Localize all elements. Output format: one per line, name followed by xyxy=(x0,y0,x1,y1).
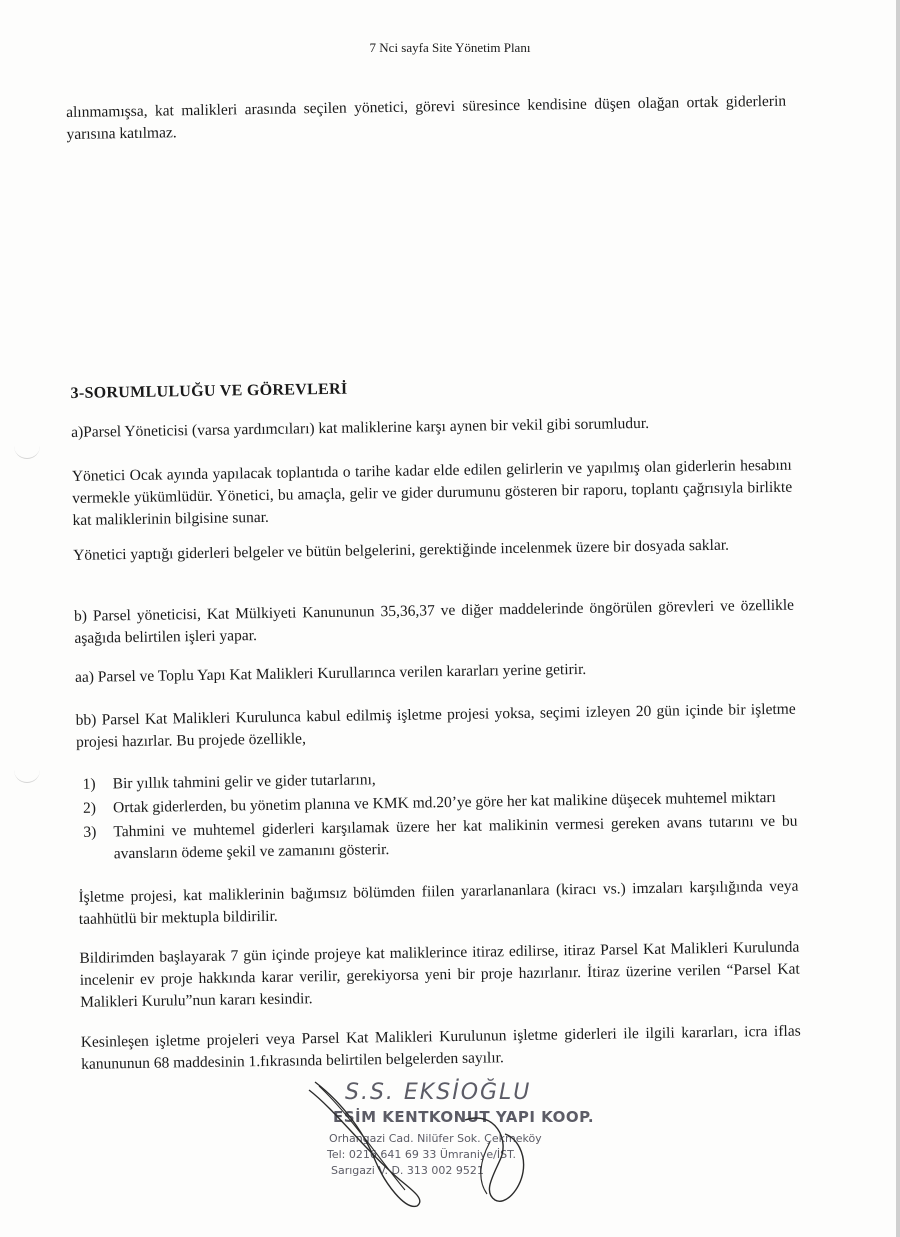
list-item-text: Ortak giderlerden, bu yönetim planına ve KMK md.20’ye göre her kat malikine düşecek muhtemel miktarı xyxy=(112,788,777,817)
punch-hole-mark xyxy=(14,444,40,459)
paragraph-saklar: Yönetici yaptığı giderleri belgeler ve bütün belgelerini, gerektiğinde incelenmek üzere bir dosyada saklar. xyxy=(72,536,730,564)
list-item xyxy=(77,811,798,866)
list-item-text: Tahmini ve muhtemel giderleri karşılamak üzere her kat malikinin vermesi gereken avans tutarını ve bu avansların ödeme şekil ve zamanını gösterir. xyxy=(113,812,798,863)
list-item-number: 1) xyxy=(82,775,96,793)
paragraph-aa: aa) Parsel ve Toplu Yapı Kat Malikleri Kurullarınca verilen kararları yerine getirir. xyxy=(74,660,587,686)
punch-hole-mark xyxy=(14,768,40,783)
stamp-address: Orhangazi Cad. Nilüfer Sok. Çekmeköy xyxy=(329,1132,542,1145)
paragraph-bb: bb) Parsel Kat Malikleri Kurulunca kabul edilmiş işletme projesi yoksa, seçimi izleyen 20 gün içinde bir işletme projesi hazırlar. Bu projede özellikle, xyxy=(75,700,796,751)
company-stamp xyxy=(305,1080,595,1210)
signature xyxy=(305,1080,565,1210)
stamp-cooperative-name: ESİM KENTKONUT YAPI KOOP. xyxy=(333,1108,595,1126)
document-body xyxy=(66,91,801,1073)
paragraph-kesin: Kesinleşen işletme projeleri veya Parsel Kat Malikleri Kurulunun işletme giderleri ile ilgili kararları, icra iflas kanununun 68 maddesinin 1.fıkrasında belirtilen belgelerden sayılır. xyxy=(80,1022,801,1073)
paragraph-isletme: İşletme projesi, kat maliklerinin bağımsız bölümden fiilen yararlananlara (kiracı vs.) imzaları karşılığında veya taahhütlü bir mektupla bildirilir. xyxy=(78,877,799,928)
paragraph-b: b) Parsel yöneticisi, Kat Mülkiyeti Kanununun 35,36,37 ve diğer maddelerinde öngörülen görevleri ve özellikle aşağıda belirtilen işleri yapar. xyxy=(73,596,795,647)
section-heading: 3-SORUMLULUĞU VE GÖREVLERİ xyxy=(70,380,348,402)
stamp-phone: Tel: 0216 641 69 33 Ümraniye/İST. xyxy=(327,1148,517,1161)
paragraph-ocak: Yönetici Ocak ayında yapılacak toplantıda o tarihe kadar elde edilen gelirlerin ve yapılmış olan giderlerin hesabını vermekle yükümlüdür. Yönetici, bu amaçla, gelir ve gider durumunu gösteren bir raporu, toplantı çağrısıyla birlikte kat maliklerinin bilgisine sunar. xyxy=(71,456,793,529)
duties-list xyxy=(77,763,798,868)
page-edge-shadow xyxy=(896,0,900,1237)
intro-paragraph: alınmamışsa, kat malikleri arasında seçilen yönetici, görevi süresince kendisine düşen olağan ortak giderlerin yarısına katılmaz. xyxy=(66,92,787,143)
stamp-tax-info: Sarıgazi V. D. 313 002 9521 xyxy=(331,1164,484,1177)
list-item-text: Bir yıllık tahmini gelir ve gider tutarlarını, xyxy=(112,771,376,793)
list-item-number: 2) xyxy=(82,799,97,817)
stamp-company-name: S.S. EKSİOĞLU xyxy=(345,1080,532,1105)
page-header: 7 Nci sayfa Site Yönetim Planı xyxy=(369,40,531,55)
paragraph-a: a)Parsel Yöneticisi (varsa yardımcıları) kat maliklerine karşı aynen bir vekil gibi sorumludur. xyxy=(71,414,650,441)
list-item-number: 3) xyxy=(83,823,97,841)
paragraph-itiraz: Bildirimden başlayarak 7 gün içinde projeye kat maliklerince itiraz edilirse, itiraz Parsel Kat Malikleri Kurulunda incelenir ev proje hakkında karar verilir, gerekiyorsa yeni bir proje hazırlanır. İtiraz üzerine verilen “Parsel Kat Malikleri Kurulu”nun kararı kesindir. xyxy=(79,938,800,1011)
